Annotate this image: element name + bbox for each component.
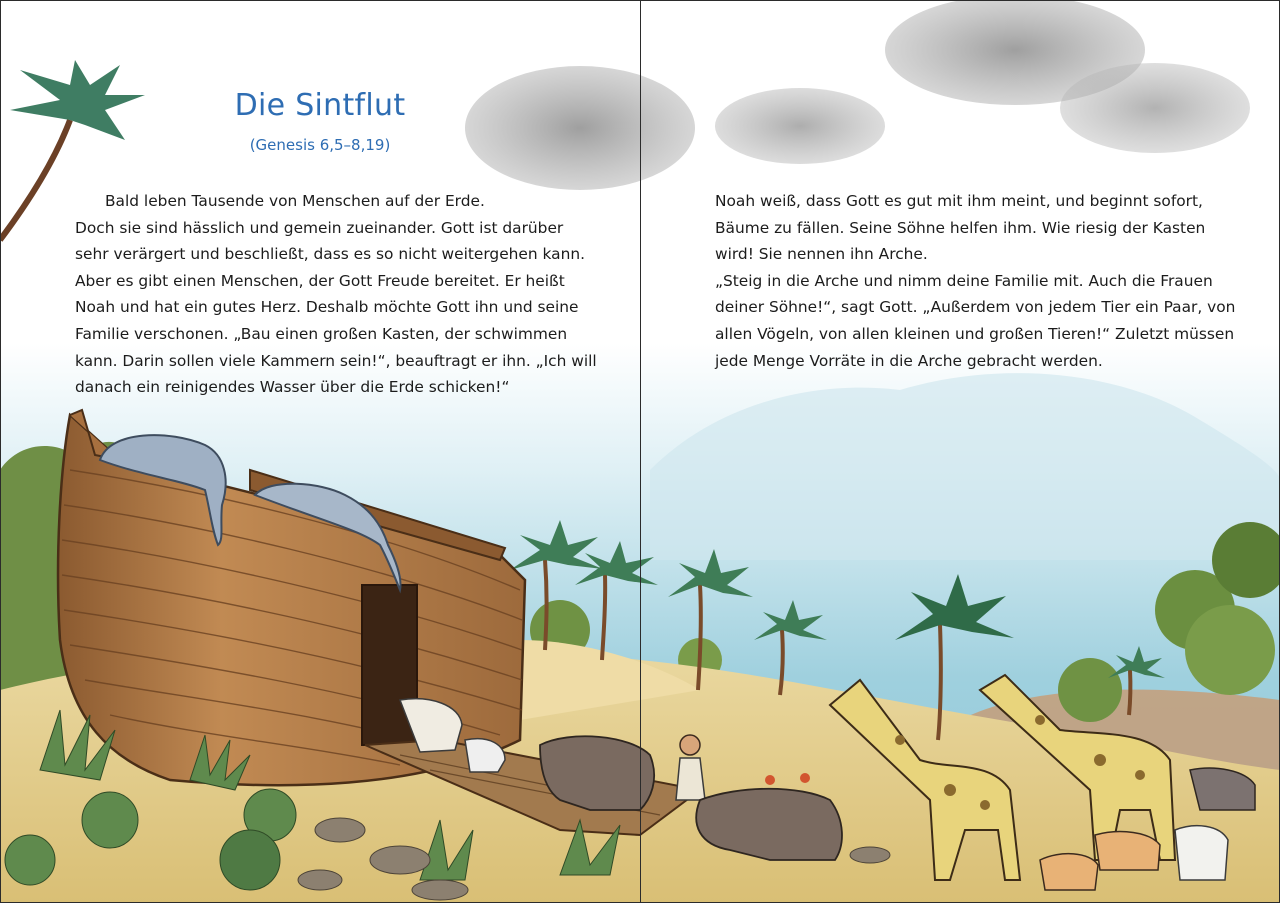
text-line: kann. Darin sollen viele Kammern sein!“, beauftragt er ihn. „Ich will: [75, 351, 597, 370]
text-line: „Steig in die Arche und nimm deine Familie mit. Auch die Frauen: [715, 271, 1213, 290]
goat: [1175, 826, 1228, 880]
cloud: [465, 66, 695, 190]
dog: [1040, 854, 1098, 890]
text-line: danach ein reinigendes Wasser über die Erde schicken!“: [75, 378, 510, 397]
left-page-text: [75, 188, 597, 401]
bush: [1185, 605, 1275, 695]
noah: [676, 735, 705, 800]
dog: [1095, 832, 1160, 870]
page-gutter: [640, 0, 641, 903]
text-line: Doch sie sind hässlich und gemein zueinander. Gott ist darüber: [75, 218, 564, 237]
text-line: deiner Söhne!“, sagt Gott. „Außerdem von jedem Tier ein Paar, von: [715, 298, 1236, 317]
text-line: allen Vögeln, von allen kleinen und großen Tieren!“ Zuletzt müssen: [715, 324, 1235, 343]
text-line: Bäume zu fällen. Seine Söhne helfen ihm. Wie riesig der Kasten: [715, 218, 1206, 237]
bull: [540, 736, 654, 810]
bird: [800, 773, 810, 783]
bush: [1058, 658, 1122, 722]
right-page-text: [715, 188, 1236, 374]
text-line: Familie verschonen. „Bau einen großen Kasten, der schwimmen: [75, 324, 568, 343]
bible-reference: (Genesis 6,5–8,19): [249, 136, 391, 154]
bird: [765, 775, 775, 785]
text-line: Aber es gibt einen Menschen, der Gott Freude bereitet. Er heißt: [75, 271, 565, 290]
cloud: [1060, 63, 1250, 153]
text-line: Noah und hat ein gutes Herz. Deshalb möchte Gott ihn und seine: [75, 298, 579, 317]
text-line: sehr verärgert und beschließt, dass es so nicht weitergehen kann.: [75, 245, 586, 264]
cloud: [715, 88, 885, 164]
text-line: Bald leben Tausende von Menschen auf der Erde.: [105, 192, 485, 210]
text-line: jede Menge Vorräte in die Arche gebracht werden.: [715, 351, 1103, 370]
text-line: wird! Sie nennen ihn Arche.: [715, 245, 928, 264]
text-line: Noah weiß, dass Gott es gut mit ihm meint, und beginnt sofort,: [715, 192, 1203, 210]
page-title: Die Sintflut: [234, 88, 406, 123]
